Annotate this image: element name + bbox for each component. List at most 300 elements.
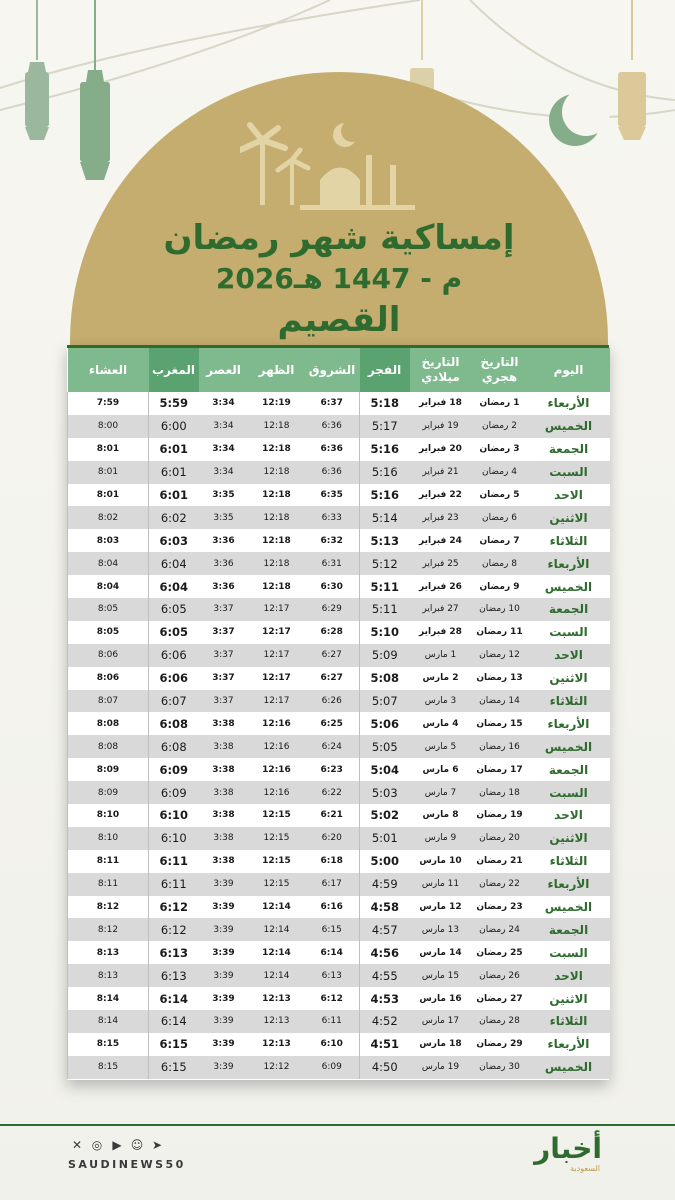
cell-hijri: 17 رمضان: [476, 764, 523, 775]
cell-fajr: 4:59: [360, 873, 410, 896]
cell-asr: 3:38: [213, 787, 234, 798]
cell-shuruq: 6:18: [320, 856, 343, 867]
cell-hijri: 16 رمضان: [479, 741, 520, 752]
cell-hijri: 24 رمضان: [479, 924, 520, 935]
cell-gregorian: 19 فبراير: [422, 421, 459, 432]
table-row: [68, 552, 610, 575]
cell-hijri: 19 رمضان: [476, 810, 523, 821]
cell-gregorian: 23 فبراير: [422, 512, 459, 523]
header-gregorian: التاريخ ميلادي: [421, 355, 460, 384]
cell-day: الخميس: [544, 1060, 593, 1075]
cell-isha: 8:08: [68, 735, 149, 758]
cell-dhuhr: 12:13: [263, 1016, 290, 1027]
cell-isha: 8:03: [68, 529, 149, 552]
cell-gregorian: 18 مارس: [419, 1039, 462, 1050]
cell-gregorian: 24 فبراير: [419, 535, 462, 546]
cell-dhuhr: 12:15: [263, 879, 290, 890]
cell-shuruq: 6:32: [320, 535, 343, 546]
cell-asr: 3:37: [213, 650, 234, 661]
cell-hijri: 27 رمضان: [476, 993, 523, 1004]
cell-dhuhr: 12:16: [262, 764, 291, 775]
cell-fajr: 5:06: [360, 712, 410, 735]
cell-asr: 3:37: [212, 627, 235, 638]
cell-day: الاثنين: [549, 831, 588, 846]
cell-shuruq: 6:28: [320, 627, 343, 638]
cell-hijri: 22 رمضان: [479, 879, 520, 890]
cell-hijri: 8 رمضان: [482, 558, 517, 569]
snapchat-icon[interactable]: ☺: [130, 1138, 144, 1152]
cell-dhuhr: 12:16: [263, 787, 290, 798]
cell-day: الجمعة: [548, 762, 589, 777]
cell-isha: 8:00: [68, 415, 149, 438]
cell-asr: 3:37: [213, 696, 234, 707]
cell-day: الأربعاء: [547, 556, 590, 571]
cell-asr: 3:39: [212, 902, 235, 913]
cell-fajr: 5:11: [360, 575, 410, 598]
table-row: [68, 438, 610, 461]
cell-day: الأربعاء: [547, 716, 590, 731]
cell-shuruq: 6:24: [321, 741, 342, 752]
cell-shuruq: 6:11: [321, 1016, 342, 1027]
cell-dhuhr: 12:16: [262, 718, 291, 729]
cell-shuruq: 6:37: [320, 398, 343, 409]
cell-fajr: 4:52: [360, 1010, 410, 1033]
cell-dhuhr: 12:18: [263, 421, 290, 432]
cell-maghrib: 6:15: [149, 1033, 199, 1056]
cell-fajr: 5:16: [360, 461, 410, 484]
cell-fajr: 5:18: [360, 392, 410, 415]
cell-maghrib: 6:08: [149, 735, 199, 758]
cell-asr: 3:39: [213, 924, 234, 935]
lantern-icon: [80, 0, 110, 180]
cell-shuruq: 6:27: [321, 650, 342, 661]
cell-fajr: 4:53: [360, 987, 410, 1010]
cell-shuruq: 6:14: [320, 947, 343, 958]
cell-isha: 8:06: [68, 667, 149, 690]
header-maghrib: المغرب: [149, 348, 199, 392]
cell-gregorian: 10 مارس: [419, 856, 462, 867]
prayer-times-table: [67, 345, 609, 1080]
cell-shuruq: 6:17: [321, 879, 342, 890]
cell-gregorian: 19 مارس: [421, 1062, 460, 1073]
cell-asr: 3:38: [212, 810, 235, 821]
cell-maghrib: 6:10: [149, 827, 199, 850]
cell-day: الخميس: [544, 739, 593, 754]
cell-gregorian: 28 فبراير: [419, 627, 462, 638]
cell-maghrib: 6:03: [149, 529, 199, 552]
cell-isha: 8:01: [68, 438, 149, 461]
cell-maghrib: 6:01: [149, 461, 199, 484]
table-row: [68, 644, 610, 667]
cell-shuruq: 6:21: [320, 810, 343, 821]
cell-hijri: 26 رمضان: [479, 970, 520, 981]
cell-gregorian: 25 فبراير: [422, 558, 459, 569]
cell-day: الأربعاء: [547, 877, 590, 892]
cell-hijri: 7 رمضان: [479, 535, 520, 546]
cell-dhuhr: 12:15: [262, 856, 291, 867]
cell-isha: 8:14: [68, 987, 149, 1010]
cell-day: الثلاثاء: [549, 1014, 588, 1029]
cell-shuruq: 6:33: [321, 512, 342, 523]
cell-fajr: 5:07: [360, 690, 410, 713]
cell-isha: 8:13: [68, 941, 149, 964]
cell-gregorian: 3 مارس: [424, 696, 457, 707]
cell-gregorian: 20 فبراير: [419, 444, 462, 455]
cell-dhuhr: 12:18: [263, 512, 290, 523]
cell-asr: 3:36: [212, 535, 235, 546]
cell-dhuhr: 12:18: [262, 490, 291, 500]
cell-hijri: 30 رمضان: [479, 1062, 520, 1073]
table-row: [68, 941, 610, 964]
cell-gregorian: 6 مارس: [422, 764, 459, 775]
cell-asr: 3:34: [213, 421, 234, 432]
cell-isha: 8:10: [68, 804, 149, 827]
table-row: [68, 873, 610, 896]
cell-dhuhr: 12:17: [262, 673, 291, 684]
cell-hijri: 9 رمضان: [479, 581, 520, 592]
cell-fajr: 4:51: [360, 1033, 410, 1056]
cell-maghrib: 6:09: [149, 758, 199, 781]
table-row: [68, 1056, 610, 1079]
cell-isha: 8:11: [68, 873, 149, 896]
logo-subtext: السعودية: [570, 1164, 600, 1173]
cell-asr: 3:37: [212, 673, 235, 684]
cell-asr: 3:38: [212, 856, 235, 867]
cell-hijri: 21 رمضان: [476, 856, 523, 867]
cell-hijri: 6 رمضان: [482, 512, 517, 523]
cell-gregorian: 15 مارس: [421, 970, 460, 981]
cell-asr: 3:38: [213, 741, 234, 752]
cell-hijri: 29 رمضان: [476, 1039, 523, 1050]
cell-day: الخميس: [544, 419, 593, 434]
cell-asr: 3:39: [212, 993, 235, 1004]
cell-fajr: 4:50: [360, 1056, 410, 1079]
cell-shuruq: 6:22: [321, 787, 342, 798]
telegram-icon[interactable]: ➤: [151, 1138, 163, 1152]
cell-maghrib: 6:01: [149, 438, 199, 461]
cell-asr: 3:38: [212, 718, 235, 729]
cell-day: الجمعة: [548, 442, 589, 457]
cell-gregorian: 27 فبراير: [422, 604, 459, 615]
cell-asr: 3:34: [212, 398, 235, 409]
cell-dhuhr: 12:14: [263, 970, 290, 981]
cell-isha: 8:12: [68, 896, 149, 919]
cell-maghrib: 6:08: [149, 712, 199, 735]
cell-shuruq: 6:35: [320, 490, 343, 500]
cell-hijri: 12 رمضان: [479, 650, 520, 661]
cell-dhuhr: 12:14: [262, 902, 291, 913]
cell-isha: 8:09: [68, 758, 149, 781]
cell-asr: 3:39: [213, 970, 234, 981]
cell-dhuhr: 12:16: [263, 741, 290, 752]
cell-day: الاحد: [554, 968, 583, 983]
year-subtitle: 2026م - 1447 هـ: [215, 262, 463, 295]
cell-day: السبت: [549, 945, 588, 960]
table-row: [68, 758, 610, 781]
cell-hijri: 18 رمضان: [479, 787, 520, 798]
cell-asr: 3:36: [212, 581, 235, 592]
cell-dhuhr: 12:14: [263, 924, 290, 935]
cell-isha: 8:07: [68, 690, 149, 713]
cell-dhuhr: 12:17: [263, 696, 290, 707]
youtube-icon[interactable]: ▶: [112, 1138, 122, 1152]
cell-isha: 7:59: [68, 392, 149, 415]
header-shuruq: الشروق: [308, 362, 356, 377]
cell-dhuhr: 12:18: [263, 558, 290, 569]
cell-maghrib: 6:04: [149, 552, 199, 575]
table-row: [68, 712, 610, 735]
cell-dhuhr: 12:15: [263, 833, 290, 844]
cell-dhuhr: 12:18: [263, 467, 290, 478]
cell-day: الاثنين: [549, 510, 588, 525]
cell-fajr: 5:13: [360, 529, 410, 552]
cell-dhuhr: 12:18: [262, 444, 291, 455]
cell-day: الثلاثاء: [549, 854, 588, 869]
cell-asr: 3:39: [213, 1016, 234, 1027]
table-row: [68, 621, 610, 644]
cell-isha: 8:08: [68, 712, 149, 735]
cell-dhuhr: 12:12: [263, 1062, 290, 1073]
cell-day: الثلاثاء: [549, 533, 588, 548]
cell-gregorian: 4 مارس: [422, 718, 459, 729]
cell-gregorian: 14 مارس: [419, 947, 462, 958]
table-row: [68, 484, 610, 507]
mosque-palm-illustration: [240, 110, 440, 210]
cell-fajr: 5:00: [360, 850, 410, 873]
cell-shuruq: 6:15: [321, 924, 342, 935]
cell-hijri: 28 رمضان: [479, 1016, 520, 1027]
cell-isha: 8:05: [68, 598, 149, 621]
cell-asr: 3:38: [213, 833, 234, 844]
table-row: [68, 850, 610, 873]
cell-hijri: 25 رمضان: [476, 947, 523, 958]
cell-maghrib: 6:13: [149, 941, 199, 964]
cell-fajr: 5:17: [360, 415, 410, 438]
cell-maghrib: 6:09: [149, 781, 199, 804]
cell-asr: 3:39: [212, 1039, 235, 1050]
cell-fajr: 5:09: [360, 644, 410, 667]
cell-maghrib: 6:06: [149, 644, 199, 667]
cell-fajr: 5:10: [360, 621, 410, 644]
cell-hijri: 14 رمضان: [479, 696, 520, 707]
table-row: [68, 667, 610, 690]
cell-isha: 8:15: [68, 1033, 149, 1056]
header-hijri: التاريخ هجري: [480, 355, 519, 384]
cell-maghrib: 6:01: [149, 484, 199, 507]
cell-maghrib: 6:07: [149, 690, 199, 713]
cell-shuruq: 6:29: [321, 604, 342, 615]
cell-gregorian: 9 مارس: [424, 833, 457, 844]
cell-fajr: 5:02: [360, 804, 410, 827]
cell-day: الخميس: [544, 900, 593, 915]
cell-dhuhr: 12:19: [262, 398, 291, 409]
table-row: [68, 506, 610, 529]
table-row: [68, 1033, 610, 1056]
cell-isha: 8:13: [68, 964, 149, 987]
region-name: القصيم: [277, 300, 401, 340]
cell-day: الثلاثاء: [549, 694, 588, 709]
cell-asr: 3:35: [212, 490, 235, 500]
instagram-icon[interactable]: ◎: [91, 1138, 103, 1152]
cell-day: الجمعة: [548, 922, 589, 937]
cell-maghrib: 6:06: [149, 667, 199, 690]
cell-fajr: 5:04: [360, 758, 410, 781]
table-row: [68, 598, 610, 621]
cell-shuruq: 6:26: [321, 696, 342, 707]
cell-asr: 3:39: [212, 947, 235, 958]
table-row: [68, 575, 610, 598]
cell-shuruq: 6:23: [320, 764, 343, 775]
header-asr: العصر: [206, 362, 241, 377]
cell-day: السبت: [549, 625, 588, 640]
cell-dhuhr: 12:18: [262, 581, 291, 592]
cell-maghrib: 6:14: [149, 1010, 199, 1033]
cell-hijri: 23 رمضان: [476, 902, 523, 913]
cell-maghrib: 6:02: [149, 506, 199, 529]
table-row: [68, 896, 610, 919]
cell-shuruq: 6:13: [321, 970, 342, 981]
cell-maghrib: 6:15: [149, 1056, 199, 1079]
cell-isha: 8:11: [68, 850, 149, 873]
table-row: [68, 1010, 610, 1033]
cell-gregorian: 8 مارس: [422, 810, 459, 821]
table-row: [68, 690, 610, 713]
cell-shuruq: 6:27: [320, 673, 343, 684]
cell-gregorian: 2 مارس: [422, 673, 459, 684]
cell-maghrib: 6:12: [149, 918, 199, 941]
cell-asr: 3:34: [212, 444, 235, 455]
cell-shuruq: 6:30: [320, 581, 343, 592]
cell-isha: 8:09: [68, 781, 149, 804]
table-row: [68, 392, 610, 415]
social-icons: [70, 1138, 164, 1152]
cell-isha: 8:10: [68, 827, 149, 850]
social-handle: SAUDINEWS50: [68, 1158, 186, 1171]
cell-isha: 8:06: [68, 644, 149, 667]
cell-hijri: 13 رمضان: [476, 673, 523, 684]
cell-gregorian: 21 فبراير: [422, 467, 459, 478]
cell-shuruq: 6:25: [320, 718, 343, 729]
cell-hijri: 5 رمضان: [479, 490, 520, 500]
crescent-moon-icon: [549, 88, 610, 146]
cell-maghrib: 6:04: [149, 575, 199, 598]
cell-gregorian: 16 مارس: [419, 993, 462, 1004]
cell-isha: 8:04: [68, 552, 149, 575]
cell-maghrib: 6:14: [149, 987, 199, 1010]
cell-dhuhr: 12:17: [263, 650, 290, 661]
cell-gregorian: 17 مارس: [421, 1016, 460, 1027]
cell-shuruq: 6:31: [321, 558, 342, 569]
cell-gregorian: 26 فبراير: [419, 581, 462, 592]
cell-asr: 3:36: [213, 558, 234, 569]
cell-dhuhr: 12:17: [263, 604, 290, 615]
cell-hijri: 11 رمضان: [476, 627, 523, 638]
cell-fajr: 5:11: [360, 598, 410, 621]
cell-asr: 3:37: [213, 604, 234, 615]
cell-shuruq: 6:09: [321, 1062, 342, 1073]
cell-isha: 8:01: [68, 461, 149, 484]
cell-hijri: 15 رمضان: [476, 718, 523, 729]
cell-asr: 3:34: [213, 467, 234, 478]
cell-shuruq: 6:36: [321, 421, 342, 432]
cell-dhuhr: 12:15: [262, 810, 291, 821]
table-header-row: [68, 348, 610, 392]
cell-day: السبت: [549, 785, 588, 800]
cell-hijri: 4 رمضان: [482, 467, 517, 478]
cell-isha: 8:12: [68, 918, 149, 941]
table-row: [68, 415, 610, 438]
cell-gregorian: 7 مارس: [424, 787, 457, 798]
table-row: [68, 987, 610, 1010]
cell-dhuhr: 12:13: [262, 1039, 291, 1050]
table-row: [68, 918, 610, 941]
cell-day: الاثنين: [549, 991, 588, 1006]
table-row: [68, 529, 610, 552]
cell-maghrib: 6:11: [149, 873, 199, 896]
page-title: إمساكية شهر رمضان: [163, 218, 515, 258]
cell-hijri: 2 رمضان: [482, 421, 517, 432]
cell-fajr: 5:12: [360, 552, 410, 575]
cell-shuruq: 6:20: [321, 833, 342, 844]
cell-day: الخميس: [544, 579, 593, 594]
cell-maghrib: 6:10: [149, 804, 199, 827]
cell-day: الجمعة: [548, 602, 589, 617]
table-row: [68, 735, 610, 758]
x-icon[interactable]: ✕: [71, 1138, 83, 1152]
table-row: [68, 964, 610, 987]
header-day: اليوم: [553, 362, 584, 377]
cell-fajr: 5:08: [360, 667, 410, 690]
cell-fajr: 5:01: [360, 827, 410, 850]
cell-gregorian: 11 مارس: [421, 879, 460, 890]
cell-gregorian: 1 مارس: [424, 650, 457, 661]
cell-asr: 3:39: [213, 1062, 234, 1073]
cell-dhuhr: 12:17: [262, 627, 291, 638]
cell-fajr: 5:05: [360, 735, 410, 758]
cell-asr: 3:39: [213, 879, 234, 890]
cell-shuruq: 6:36: [321, 467, 342, 478]
cell-fajr: 5:03: [360, 781, 410, 804]
cell-hijri: 20 رمضان: [479, 833, 520, 844]
header-isha: العشاء: [88, 362, 128, 377]
cell-maghrib: 6:12: [149, 896, 199, 919]
logo-text: أخبار: [534, 1132, 602, 1165]
logo: [530, 1132, 610, 1180]
cell-hijri: 3 رمضان: [479, 444, 520, 455]
table-row: [68, 804, 610, 827]
cell-day: الاثنين: [549, 671, 588, 686]
cell-hijri: 10 رمضان: [479, 604, 520, 615]
cell-fajr: 4:58: [360, 896, 410, 919]
cell-day: الاحد: [554, 808, 583, 823]
cell-day: الاحد: [554, 648, 583, 663]
cell-isha: 8:15: [68, 1056, 149, 1079]
cell-asr: 3:38: [212, 764, 235, 775]
cell-gregorian: 12 مارس: [419, 902, 462, 913]
header-dhuhr: الظهر: [258, 362, 295, 377]
cell-fajr: 5:14: [360, 506, 410, 529]
header-fajr: الفجر: [360, 348, 410, 392]
cell-isha: 8:14: [68, 1010, 149, 1033]
lantern-icon: [25, 0, 49, 140]
cell-dhuhr: 12:18: [262, 535, 291, 546]
cell-gregorian: 22 فبراير: [419, 490, 462, 500]
cell-fajr: 4:57: [360, 918, 410, 941]
cell-isha: 8:02: [68, 506, 149, 529]
cell-maghrib: 6:05: [149, 621, 199, 644]
cell-day: الاحد: [554, 488, 583, 502]
cell-gregorian: 5 مارس: [424, 741, 457, 752]
